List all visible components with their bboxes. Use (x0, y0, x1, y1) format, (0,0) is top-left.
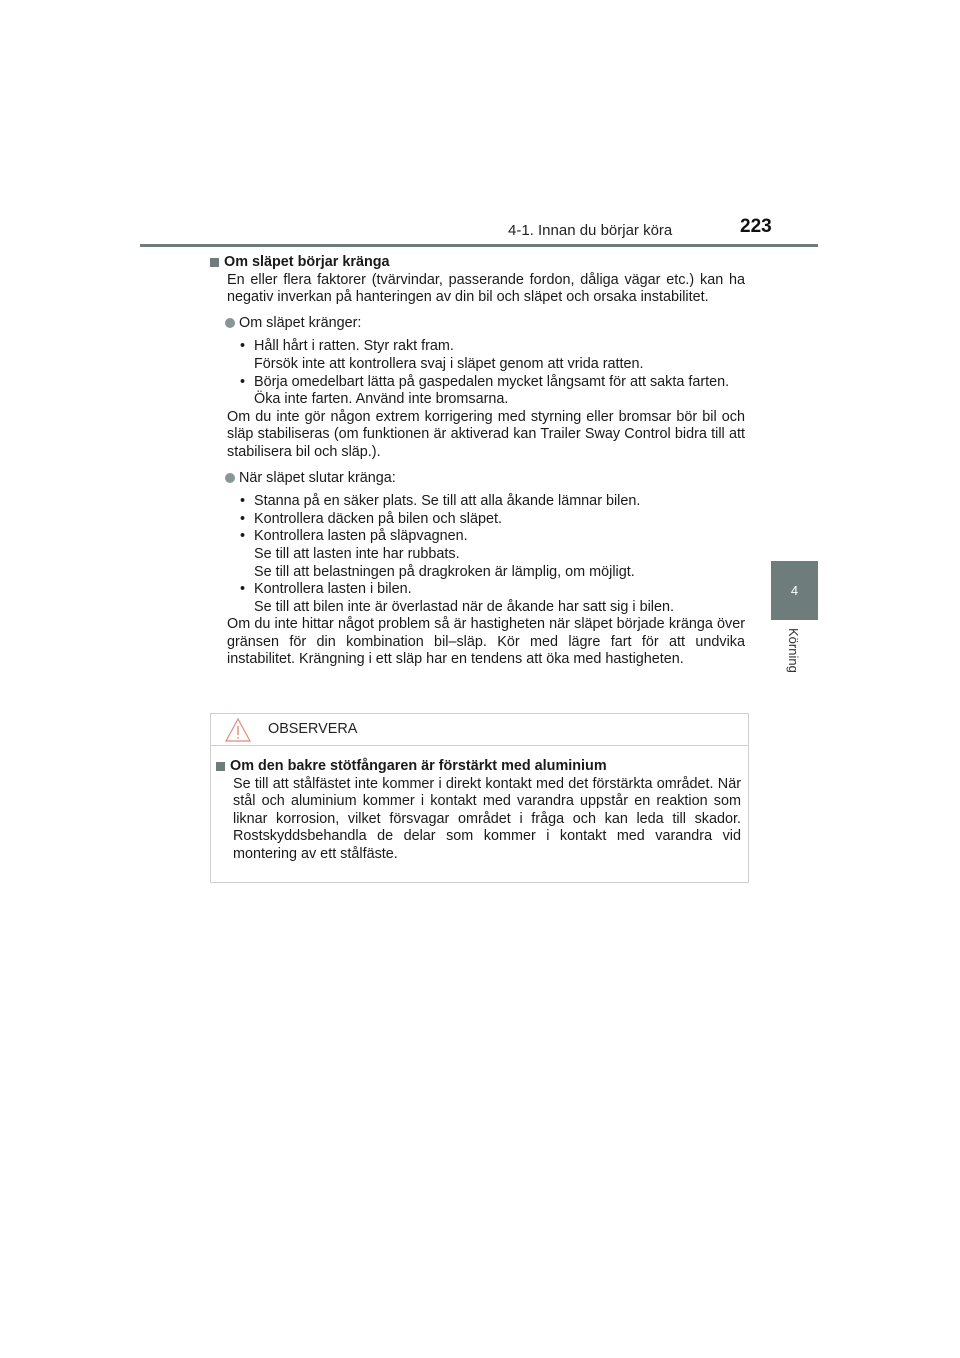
list-item-continuation: Se till att bilen inte är överlastad när de åkande har satt sig i bilen. (254, 598, 674, 615)
header-divider (140, 244, 818, 247)
notice-heading-text: Om den bakre stötfångaren är förstärkt med aluminium (230, 758, 607, 774)
list-item-continuation: Försök inte att kontrollera svaj i släpet genom att vrida ratten. (254, 355, 644, 372)
notice-header (211, 714, 748, 746)
case-stopped-title: När släpet slutar kränga: (239, 469, 396, 486)
warning-triangle-icon (225, 717, 251, 743)
list-item-continuation: Se till att lasten inte har rubbats. (254, 545, 460, 562)
notice-heading (216, 758, 741, 776)
chapter-number: 4 (790, 583, 799, 598)
list-item-text: Kontrollera däcken på bilen och släpet. (254, 510, 502, 527)
list-item: • Kontrollera lasten i bilen. (240, 581, 412, 598)
section-title: 4-1. Innan du börjar köra (508, 222, 673, 239)
chapter-label: Körning (786, 628, 801, 673)
square-bullet-icon (216, 762, 225, 771)
list-item-text: Stanna på en säker plats. Se till att alla åkande lämnar bilen. (254, 493, 641, 510)
notice-text: Se till att stålfästet inte kommer i direkt kontakt med det förstärkta området. När stål och aluminium kommer i kontakt med varandra uppstår en reaktion som liknar korrosion, vilket försvagar området i fråga och kan leda till skador. Rostskyddsbehandla de delar som kommer i kontakt med varandra vid montering av ett stålfäste. (233, 775, 741, 862)
main-content (210, 254, 745, 669)
list-item-text: Kontrollera lasten på släpvagnen. (254, 528, 468, 545)
list-item-text: Kontrollera lasten i bilen. (254, 581, 412, 598)
notice-body (216, 758, 741, 864)
list-item: • Kontrollera däcken på bilen och släpet. (240, 510, 502, 527)
case-swaying-title: Om släpet kränger: (239, 314, 362, 331)
list-item-continuation: Se till att belastningen på dragkroken är lämplig, om möjligt. (254, 563, 635, 580)
list-item: • Börja omedelbart lätta på gaspedalen mycket långsamt för att sakta farten. (240, 373, 730, 390)
case-stopped (210, 470, 745, 488)
list-item: • Håll hårt i ratten. Styr rakt fram. (240, 338, 454, 355)
list-item: • Kontrollera lasten på släpvagnen. (240, 528, 468, 545)
section-heading (210, 254, 745, 272)
notice-box (210, 713, 749, 883)
square-bullet-icon (210, 258, 219, 267)
case-stopped-summary: Om du inte hittar något problem så är hastigheten när släpet började kränga över gränsen för din kombination bil–släp. Kör med lägre fart för att undvika instabilitet. Krängning i ett släp har en tendens att öka med hastigheten. (227, 616, 745, 668)
circle-bullet-icon (225, 318, 235, 328)
list-item-continuation: Öka inte farten. Använd inte bromsarna. (254, 391, 509, 408)
case-swaying (210, 315, 745, 333)
circle-bullet-icon (225, 473, 235, 483)
intro-paragraph: En eller flera faktorer (tvärvindar, passerande fordon, dåliga vägar etc.) kan ha negativ inverkan på hanteringen av din bil och släpet och orsaka instabilitet. (227, 271, 745, 306)
notice-title: OBSERVERA (268, 721, 358, 737)
list-item-text: Börja omedelbart lätta på gaspedalen mycket långsamt för att sakta farten. (254, 373, 730, 390)
case-swaying-summary: Om du inte gör någon extrem korrigering med styrning eller bromsar bör bil och släp stabiliseras (om funktionen är aktiverad kan Trailer Sway Control bidra till att stabilisera bil och släp.). (227, 408, 745, 460)
list-item: • Stanna på en säker plats. Se till att alla åkande lämnar bilen. (240, 493, 641, 510)
list-item-text: Håll hårt i ratten. Styr rakt fram. (254, 338, 454, 355)
chapter-tab (771, 561, 818, 620)
section-heading-text: Om släpet börjar kränga (224, 254, 390, 270)
page-number: 223 (740, 216, 772, 237)
